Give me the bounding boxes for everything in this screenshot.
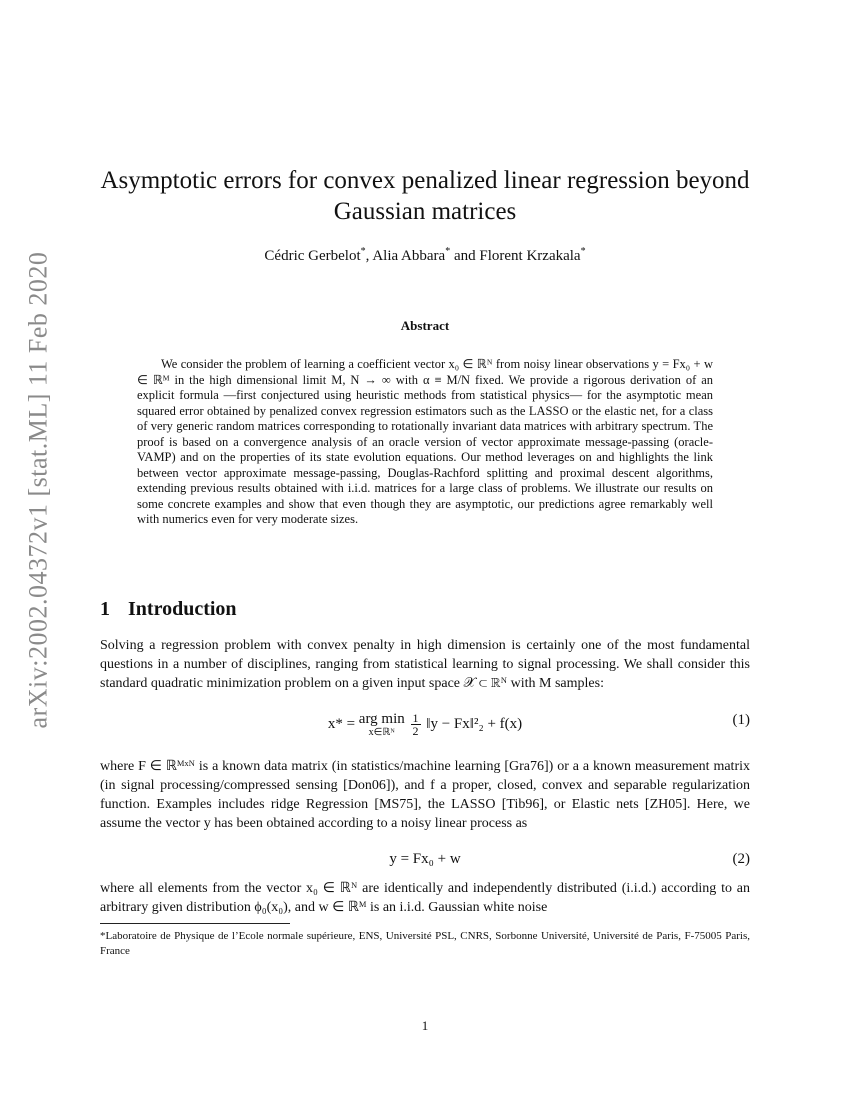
author-2: Alia Abbara <box>372 248 446 264</box>
author-separator-1: , <box>365 248 373 264</box>
equation-2-label: (2) <box>732 851 750 867</box>
arxiv-stamp <box>18 251 58 729</box>
footnote-affiliation: *Laboratoire de Physique de l’Ecole normale supérieure, ENS, Université PSL, CNRS, Sorbonne Université, Université de Paris, F-75005 Paris, France <box>100 930 750 957</box>
author-3: Florent Krzakala <box>479 248 581 264</box>
author-separator-2: and <box>450 248 480 264</box>
intro-paragraph-3: where all elements from the vector x₀ ∈ ℝᴺ are identically and independently distributed (i.i.d.) according to an arbitrary given distribution ϕ₀(x₀), and w ∈ ℝᴹ is an i.i.d. Gaussian white noise <box>100 881 750 915</box>
section-title: Introduction <box>128 598 237 620</box>
equation-1-label: (1) <box>732 712 750 728</box>
fraction-half <box>411 712 421 737</box>
equation-1 <box>100 712 750 752</box>
fraction-denominator: 2 <box>412 724 419 738</box>
title-line-2: Gaussian matrices <box>333 198 517 225</box>
abstract-body: We consider the problem of learning a coefficient vector x₀ ∈ ℝᴺ from noisy linear observations y = Fx₀ + w ∈ ℝᴹ in the high dimensional limit M, N → ∞ with α ≡ M/N fixed. We provide a rigorous derivation of an explicit formula —first conjectured using heuristic methods from statistical physics— for the asymptotic mean squared error obtained by penalized convex regression estimators such as the LASSO or the elastic net, for a class of very generic random matrices corresponding to rotationally invariant data matrices with arbitrary spectrum. The proof is based on a convergence analysis of an oracle version of vector approximate message-passing (oracle-VAMP) and on the properties of its state evolution equations. Our method leverages on and highlights the link between vector approximate message-passing, Douglas-Rachford splitting and proximal descent algorithms, extending previous results obtained with i.i.d. matrices for a large class of problems. We illustrate our results on some concrete examples and show that even though they are asymptotic, our predictions agree remarkably well with numerics even for very moderate sizes. <box>137 357 713 526</box>
section-number: 1 <box>100 598 110 620</box>
affiliation-mark-2: * <box>445 246 451 257</box>
equation-1-lhs: x* = <box>327 715 359 732</box>
intro-paragraph-1: Solving a regression problem with convex penalty in high dimension is certainly one of the most fundamental questions in a number of disciplines, ranging from statistical learning to signal processing. We shall consider this standard quadratic minimization problem on a given input space 𝒳 ⊂ ℝᴺ with M samples: <box>100 638 750 691</box>
argmin-operator <box>359 712 405 740</box>
footnote-rule <box>100 923 290 924</box>
affiliation-mark-1: * <box>360 246 366 257</box>
affiliation-mark-3: * <box>580 246 586 257</box>
author-list <box>100 246 750 265</box>
arxiv-stamp-text: arXiv:2002.04372v1 [stat.ML] 11 Feb 2020 <box>23 251 53 729</box>
equation-2-body: y = Fx₀ + w <box>389 851 461 867</box>
argmin-subscript: x∈ℝᴺ <box>368 727 395 738</box>
equation-2 <box>100 851 750 873</box>
argmin-text: arg min <box>358 711 405 727</box>
equation-1-body <box>100 712 750 740</box>
intro-paragraph-2: where F ∈ ℝᴹˣᴺ is a known data matrix (in statistics/machine learning [Gra76]) or a a known measurement matrix (in signal processing/compressed sensing [Don06]), and f a proper, closed, convex and separable regularization function. Examples includes ridge Regression [MS75], the LASSO [Tib96], or Elastic nets [ZH05]. Here, we assume the vector y has been obtained according to a noisy linear process as <box>100 759 750 831</box>
fraction-numerator: 1 <box>412 711 419 725</box>
section-heading <box>100 598 237 621</box>
author-1: Cédric Gerbelot <box>264 248 361 264</box>
title-line-1: Asymptotic errors for convex penalized linear regression beyond <box>100 167 750 194</box>
paper-title <box>100 165 750 227</box>
equation-1-rhs: ‖y − Fx‖²₂ + f(x) <box>426 715 523 732</box>
page-number: 1 <box>421 1018 429 1033</box>
abstract-heading: Abstract <box>400 318 450 333</box>
